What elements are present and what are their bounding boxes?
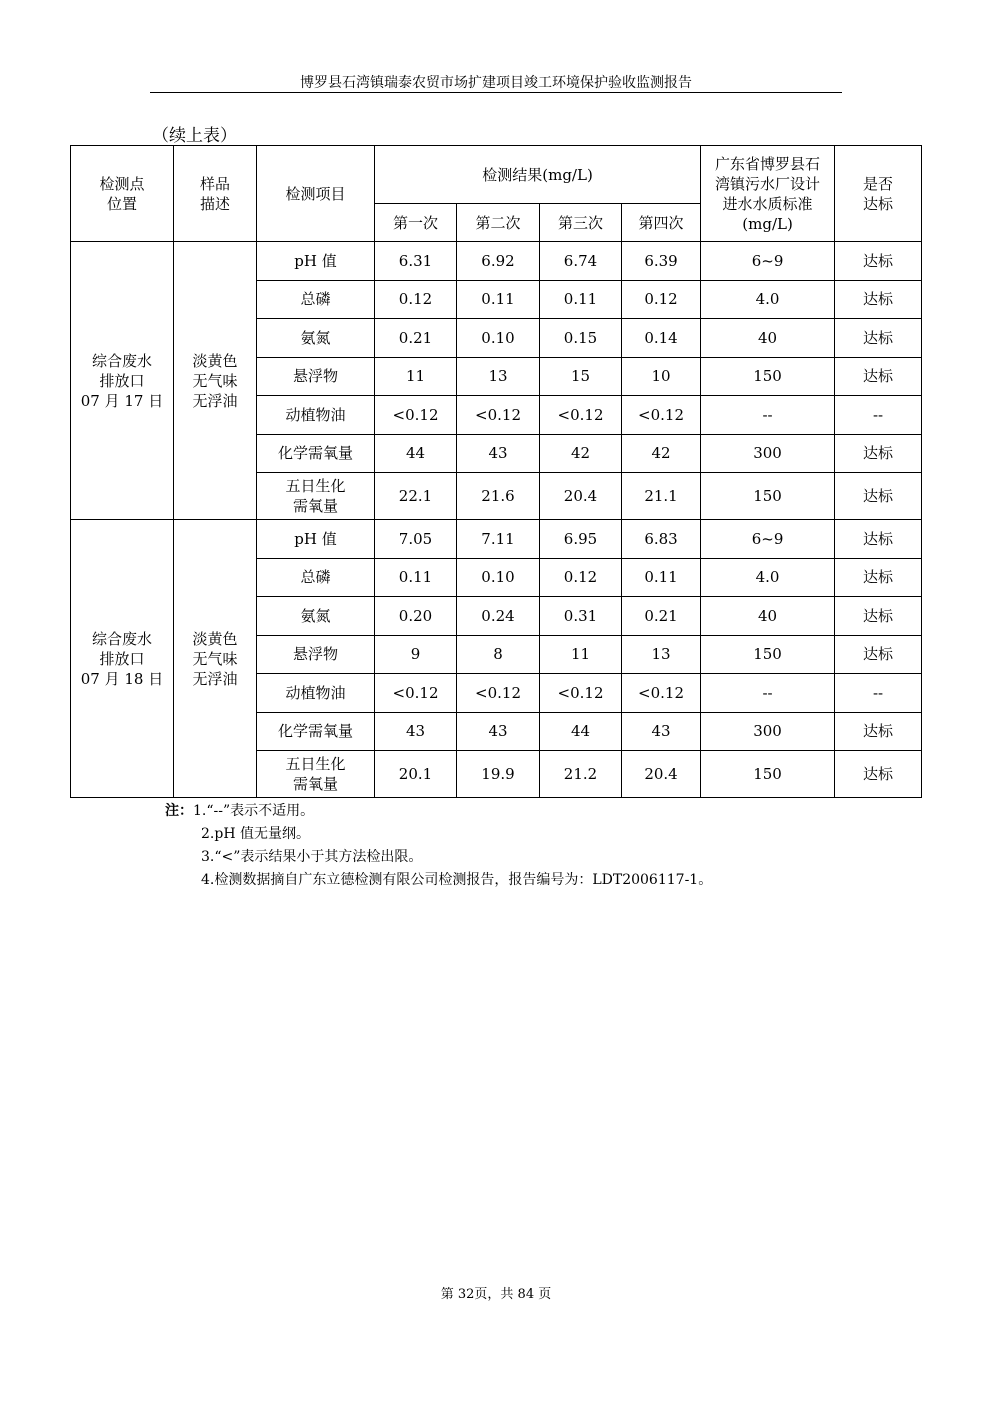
result-run-2-cell: 8 xyxy=(457,635,540,674)
test-item-cell xyxy=(257,280,375,319)
standard-limit-cell: 150 xyxy=(701,357,835,396)
location-text-line: 排放口 xyxy=(99,649,145,668)
sample-text-line: 淡黄色 xyxy=(192,629,238,648)
result-run-3-cell: 0.12 xyxy=(540,558,622,597)
result-run-1-cell: 6.31 xyxy=(375,242,457,281)
compliance-cell: 达标 xyxy=(835,319,922,358)
test-item-cell xyxy=(257,319,375,358)
standard-limit-cell: 40 xyxy=(701,319,835,358)
result-run-3-cell: 6.74 xyxy=(540,242,622,281)
header-text-line: 是否 xyxy=(863,174,894,193)
result-run-2-cell: 0.10 xyxy=(457,558,540,597)
header-standard xyxy=(701,146,835,242)
sample-text-line: 无气味 xyxy=(192,649,238,668)
result-run-4-cell: 43 xyxy=(622,712,701,751)
test-item-text-line: 五日生化 xyxy=(285,477,346,495)
compliance-cell: 达标 xyxy=(835,558,922,597)
result-run-4-cell: 6.83 xyxy=(622,520,701,559)
compliance-cell: 达标 xyxy=(835,434,922,473)
test-item-text-line: pH 值 xyxy=(294,251,337,270)
result-run-3-cell: 15 xyxy=(540,357,622,396)
test-item-text-line: 总磷 xyxy=(300,290,331,309)
test-item-cell xyxy=(257,635,375,674)
test-item-cell xyxy=(257,520,375,559)
result-run-1-cell: 22.1 xyxy=(375,473,457,520)
compliance-cell: 达标 xyxy=(835,473,922,520)
result-run-1-cell: 0.12 xyxy=(375,280,457,319)
test-item-text-line: 化学需氧量 xyxy=(277,444,353,463)
test-item-cell xyxy=(257,751,375,798)
sample-text-line: 淡黄色 xyxy=(192,351,238,370)
result-run-1-cell: 43 xyxy=(375,712,457,751)
compliance-cell: -- xyxy=(835,674,922,713)
test-item-text-line: pH 值 xyxy=(294,529,337,548)
header-text-line: 达标 xyxy=(863,194,894,213)
compliance-cell: 达标 xyxy=(835,597,922,636)
result-run-4-cell: 10 xyxy=(622,357,701,396)
test-item-text-line: 动植物油 xyxy=(285,683,346,702)
header-divider xyxy=(150,92,842,93)
page-number-footer: 第 32页，共 84 页 xyxy=(440,1287,552,1302)
result-run-2-cell: 43 xyxy=(457,434,540,473)
location-text-line: 07 月 18 日 xyxy=(80,669,164,688)
note-line: 3.“<”表示结果小于其方法检出限。 xyxy=(201,849,423,865)
header-item: 检测项目 xyxy=(257,146,375,242)
result-run-3-cell: 11 xyxy=(540,635,622,674)
sample-text-line: 无浮油 xyxy=(192,391,238,410)
test-item-cell xyxy=(257,473,375,520)
result-run-2-cell: 13 xyxy=(457,357,540,396)
result-run-3-cell: 6.95 xyxy=(540,520,622,559)
result-run-2-cell: 0.10 xyxy=(457,319,540,358)
compliance-cell: 达标 xyxy=(835,520,922,559)
result-run-3-cell: 0.31 xyxy=(540,597,622,636)
location-text-line: 综合废水 xyxy=(91,629,152,648)
note-text: 1.“--”表示不适用。 xyxy=(193,803,315,819)
test-item-cell xyxy=(257,674,375,713)
header-text-line: 进水水质标准 xyxy=(722,194,813,213)
result-run-2-cell: 0.24 xyxy=(457,597,540,636)
result-run-4-cell: 42 xyxy=(622,434,701,473)
header-sample xyxy=(174,146,257,242)
result-run-3-cell: 42 xyxy=(540,434,622,473)
result-run-2-cell: <0.12 xyxy=(457,396,540,435)
standard-limit-cell: 4.0 xyxy=(701,558,835,597)
header-text-line: 描述 xyxy=(199,194,230,213)
location-cell xyxy=(71,520,174,798)
compliance-cell: 达标 xyxy=(835,751,922,798)
sample-description-cell xyxy=(174,242,257,520)
result-run-4-cell: 13 xyxy=(622,635,701,674)
compliance-cell: 达标 xyxy=(835,242,922,281)
location-text-line: 排放口 xyxy=(99,371,145,390)
test-item-cell xyxy=(257,396,375,435)
header-run-2: 第二次 xyxy=(457,204,540,242)
test-item-text-line: 需氧量 xyxy=(292,775,338,793)
result-run-4-cell: 21.1 xyxy=(622,473,701,520)
result-run-2-cell: 0.11 xyxy=(457,280,540,319)
test-item-cell xyxy=(257,558,375,597)
table-row xyxy=(71,242,922,281)
test-item-cell xyxy=(257,712,375,751)
test-item-text-line: 五日生化 xyxy=(285,755,346,773)
standard-limit-cell: 300 xyxy=(701,434,835,473)
report-header-title: 博罗县石湾镇瑞泰农贸市场扩建项目竣工环境保护验收监测报告 xyxy=(300,75,692,91)
result-run-4-cell: <0.12 xyxy=(622,396,701,435)
result-run-1-cell: <0.12 xyxy=(375,674,457,713)
continued-table-label: （续上表） xyxy=(152,126,237,146)
compliance-cell: -- xyxy=(835,396,922,435)
result-run-4-cell: <0.12 xyxy=(622,674,701,713)
standard-limit-cell: 6~9 xyxy=(701,242,835,281)
standard-limit-cell: 40 xyxy=(701,597,835,636)
result-run-1-cell: 44 xyxy=(375,434,457,473)
header-compliance xyxy=(835,146,922,242)
header-text-line: 检测点 xyxy=(99,174,145,193)
header-results: 检测结果(mg/L) xyxy=(375,146,701,204)
test-item-cell xyxy=(257,434,375,473)
standard-limit-cell: 6~9 xyxy=(701,520,835,559)
test-item-text-line: 悬浮物 xyxy=(292,645,338,664)
compliance-cell: 达标 xyxy=(835,712,922,751)
result-run-1-cell: 20.1 xyxy=(375,751,457,798)
table-notes xyxy=(165,800,712,892)
result-run-2-cell: 7.11 xyxy=(457,520,540,559)
notes-label: 注： xyxy=(165,803,193,819)
test-item-cell xyxy=(257,242,375,281)
result-run-3-cell: <0.12 xyxy=(540,396,622,435)
result-run-1-cell: <0.12 xyxy=(375,396,457,435)
standard-limit-cell: 150 xyxy=(701,751,835,798)
test-item-cell xyxy=(257,597,375,636)
standard-limit-cell: 150 xyxy=(701,473,835,520)
standard-limit-cell: 150 xyxy=(701,635,835,674)
test-item-text-line: 需氧量 xyxy=(292,497,338,515)
standard-limit-cell: -- xyxy=(701,674,835,713)
result-run-1-cell: 11 xyxy=(375,357,457,396)
test-item-text-line: 动植物油 xyxy=(285,405,346,424)
header-row xyxy=(71,146,922,204)
test-item-text-line: 悬浮物 xyxy=(292,367,338,386)
sample-description-cell xyxy=(174,520,257,798)
result-run-3-cell: 0.11 xyxy=(540,280,622,319)
result-run-2-cell: 43 xyxy=(457,712,540,751)
location-cell xyxy=(71,242,174,520)
result-run-1-cell: 0.11 xyxy=(375,558,457,597)
result-run-4-cell: 6.39 xyxy=(622,242,701,281)
location-text-line: 综合废水 xyxy=(91,351,152,370)
result-run-3-cell: 0.15 xyxy=(540,319,622,358)
result-run-1-cell: 7.05 xyxy=(375,520,457,559)
table-row xyxy=(71,520,922,559)
result-run-3-cell: 21.2 xyxy=(540,751,622,798)
result-run-3-cell: 20.4 xyxy=(540,473,622,520)
standard-limit-cell: 4.0 xyxy=(701,280,835,319)
header-text-line: 广东省博罗县石 xyxy=(715,154,821,173)
result-run-1-cell: 9 xyxy=(375,635,457,674)
result-run-1-cell: 0.20 xyxy=(375,597,457,636)
compliance-cell: 达标 xyxy=(835,635,922,674)
header-run-4: 第四次 xyxy=(622,204,701,242)
result-run-2-cell: 6.92 xyxy=(457,242,540,281)
test-item-text-line: 化学需氧量 xyxy=(277,722,353,741)
compliance-cell: 达标 xyxy=(835,357,922,396)
result-run-4-cell: 20.4 xyxy=(622,751,701,798)
standard-limit-cell: 300 xyxy=(701,712,835,751)
header-text-line: 湾镇污水厂设计 xyxy=(715,174,821,193)
header-text-line: 样品 xyxy=(199,174,230,193)
result-run-4-cell: 0.21 xyxy=(622,597,701,636)
monitoring-results-table xyxy=(70,145,922,798)
header-run-3: 第三次 xyxy=(540,204,622,242)
result-run-1-cell: 0.21 xyxy=(375,319,457,358)
compliance-cell: 达标 xyxy=(835,280,922,319)
test-item-text-line: 总磷 xyxy=(300,568,331,587)
header-text-line: 位置 xyxy=(106,194,137,213)
test-item-cell xyxy=(257,357,375,396)
header-text-line: (mg/L) xyxy=(742,214,793,233)
sample-text-line: 无气味 xyxy=(192,371,238,390)
note-line: 4.检测数据摘自广东立德检测有限公司检测报告，报告编号为：LDT2006117-1。 xyxy=(201,872,713,888)
result-run-2-cell: 19.9 xyxy=(457,751,540,798)
result-run-3-cell: 44 xyxy=(540,712,622,751)
result-run-3-cell: <0.12 xyxy=(540,674,622,713)
header-run-1: 第一次 xyxy=(375,204,457,242)
test-item-text-line: 氨氮 xyxy=(300,328,331,347)
sample-text-line: 无浮油 xyxy=(192,669,238,688)
note-line xyxy=(165,800,712,823)
result-run-4-cell: 0.14 xyxy=(622,319,701,358)
result-run-2-cell: <0.12 xyxy=(457,674,540,713)
result-run-4-cell: 0.11 xyxy=(622,558,701,597)
standard-limit-cell: -- xyxy=(701,396,835,435)
header-location xyxy=(71,146,174,242)
test-item-text-line: 氨氮 xyxy=(300,606,331,625)
result-run-2-cell: 21.6 xyxy=(457,473,540,520)
note-line: 2.pH 值无量纲。 xyxy=(201,826,310,842)
result-run-4-cell: 0.12 xyxy=(622,280,701,319)
location-text-line: 07 月 17 日 xyxy=(80,391,164,410)
